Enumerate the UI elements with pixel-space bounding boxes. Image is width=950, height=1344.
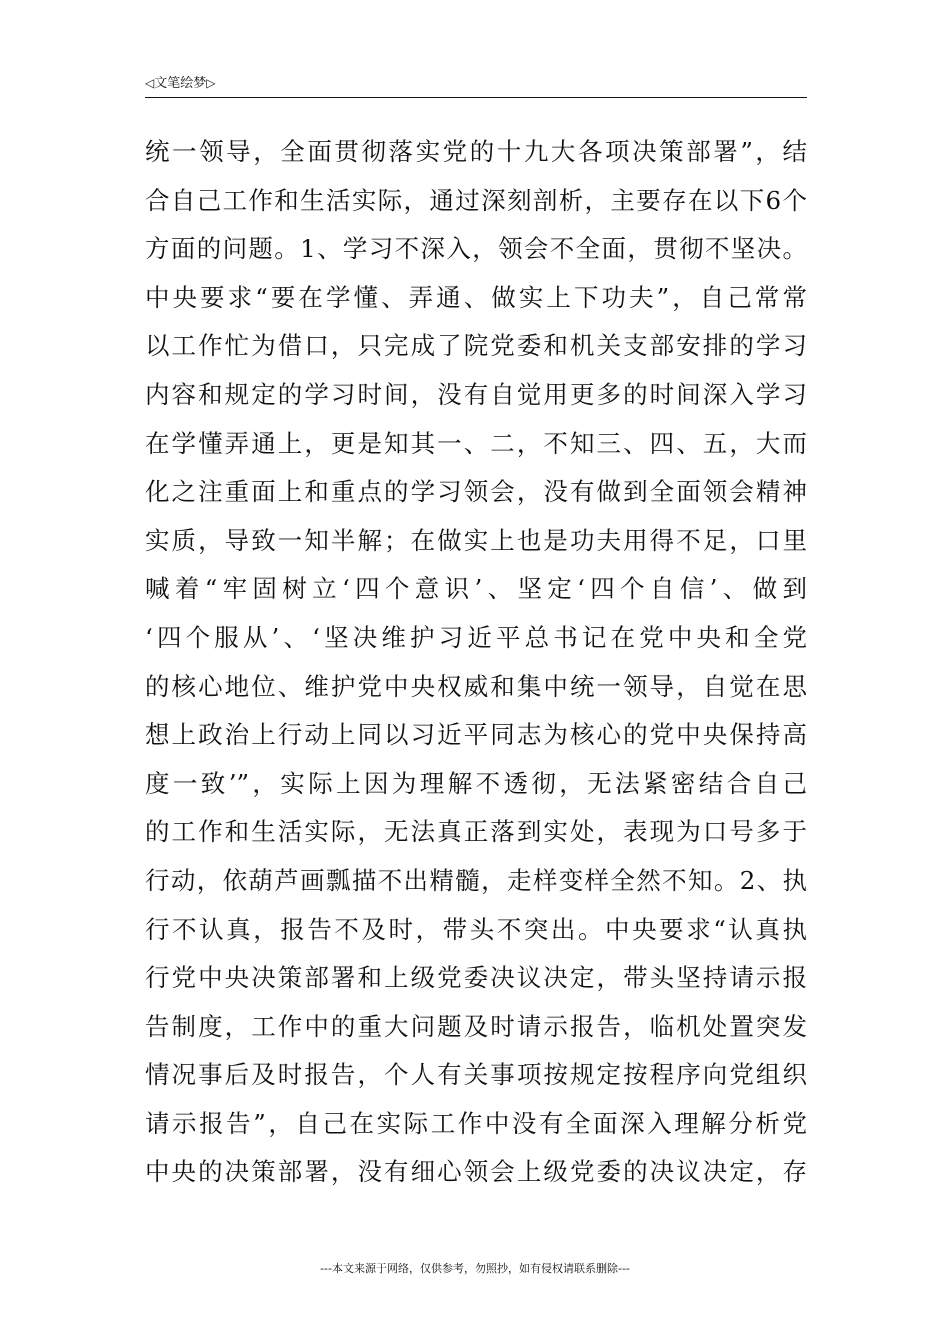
body-line: 喊着“牢固树立‘四个意识’、坚定‘四个自信’、做到 — [145, 574, 807, 604]
body-line: 行动，依葫芦画瓢描不出精髓，走样变样全然不知。2、执 — [145, 865, 807, 895]
body-line: 化之注重面上和重点的学习领会，没有做到全面领会精神 — [145, 477, 807, 507]
body-line: 想上政治上行动上同以习近平同志为核心的党中央保持高 — [145, 720, 807, 750]
right-triangle-icon: ▷ — [206, 76, 216, 90]
body-line: 中央要求“要在学懂、弄通、做实上下功夫”，自己常常 — [145, 282, 807, 312]
page-footer: ---本文来源于网络，仅供参考，勿照抄，如有侵权请联系删除--- — [320, 1262, 630, 1275]
body-line: 在学懂弄通上，更是知其一、二，不知三、四、五，大而 — [145, 428, 807, 458]
body-line: 行党中央决策部署和上级党委决议决定，带头坚持请示报 — [145, 963, 807, 993]
left-triangle-icon: ◁ — [145, 76, 155, 90]
body-line: 请示报告”，自己在实际工作中没有全面深入理解分析党 — [145, 1108, 807, 1138]
body-line: 实质，导致一知半解；在做实上也是功夫用得不足，口里 — [145, 525, 807, 555]
header-divider — [145, 97, 807, 98]
body-line: 内容和规定的学习时间，没有自觉用更多的时间深入学习 — [145, 379, 807, 409]
page-header — [145, 74, 215, 93]
body-line: 行不认真，报告不及时，带头不突出。中央要求“认真执 — [145, 914, 807, 944]
body-line: 以工作忙为借口，只完成了院党委和机关支部安排的学习 — [145, 331, 807, 361]
body-line: 的核心地位、维护党中央权威和集中统一领导，自觉在思 — [145, 671, 807, 701]
header-title: 文笔绘梦 — [154, 76, 207, 91]
body-line: 方面的问题。1、学习不深入，领会不全面，贯彻不坚决。 — [145, 234, 807, 264]
body-line: 度一致’”，实际上因为理解不透彻，无法紧密结合自己 — [145, 768, 807, 798]
body-line: 合自己工作和生活实际，通过深刻剖析，主要存在以下6个 — [145, 185, 807, 215]
body-line: 中央的决策部署，没有细心领会上级党委的决议决定，存 — [145, 1157, 807, 1187]
body-line: 告制度，工作中的重大问题及时请示报告，临机处置突发 — [145, 1011, 807, 1041]
body-line: ‘四个服从’、‘坚决维护习近平总书记在党中央和全党 — [145, 622, 807, 652]
body-line: 情况事后及时报告，个人有关事项按规定按程序向党组织 — [145, 1060, 807, 1090]
body-line: 统一领导，全面贯彻落实党的十九大各项决策部署”，结 — [145, 137, 807, 166]
document-body — [145, 128, 807, 1197]
body-line: 的工作和生活实际，无法真正落到实处，表现为口号多于 — [145, 817, 807, 847]
